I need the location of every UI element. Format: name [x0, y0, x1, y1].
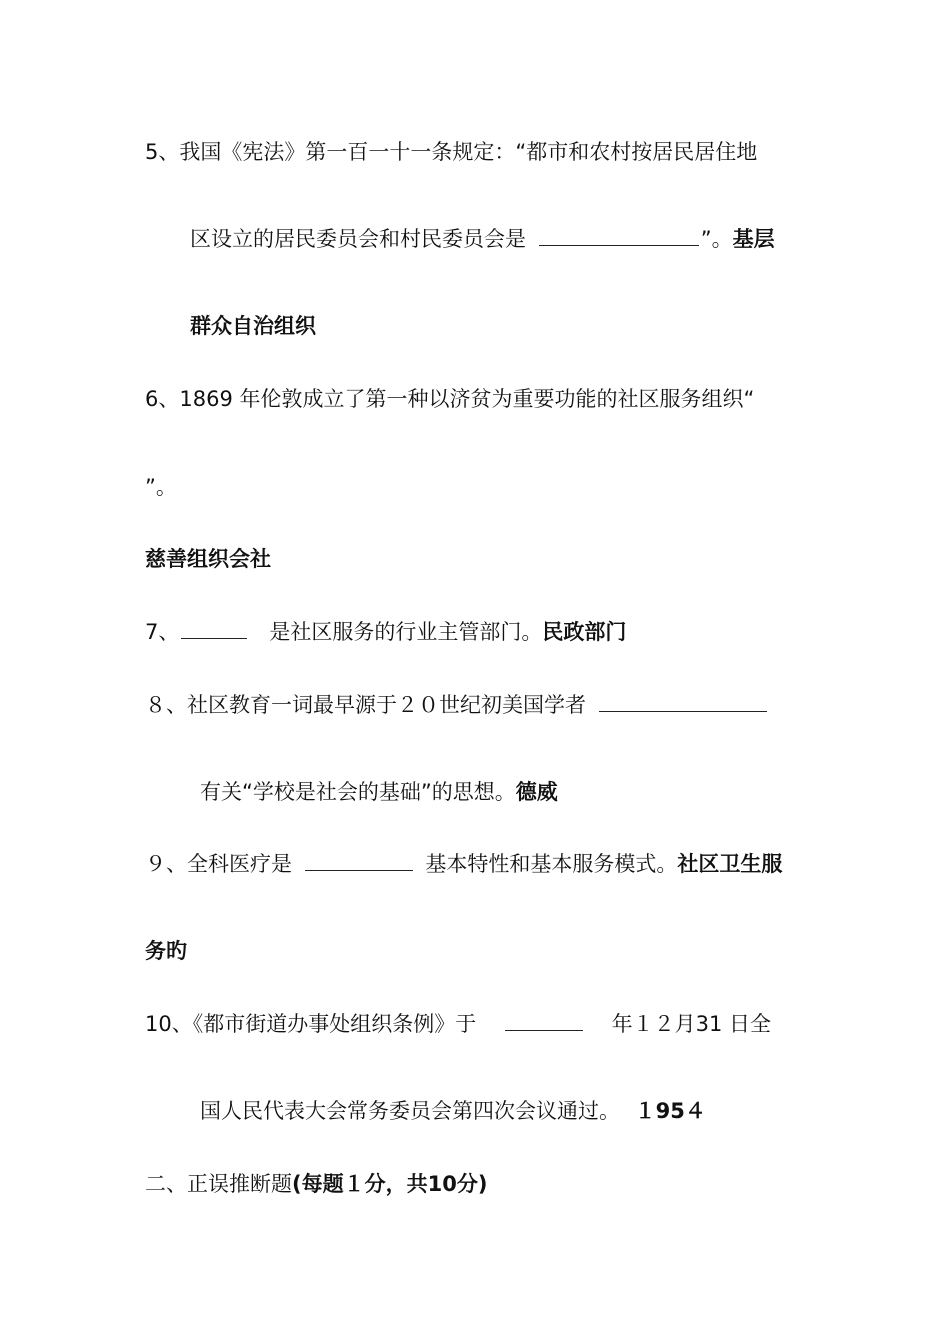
section2-heading — [145, 1169, 487, 1199]
q7-number: 7、 — [145, 620, 180, 644]
q10-line1 — [145, 1009, 771, 1039]
section2-title: 二、正误推断题 — [145, 1172, 292, 1196]
q8-line1-text: ８、社区教育一词最早源于２０世纪初美国学者 — [145, 693, 586, 717]
q7-line — [145, 617, 626, 647]
q10-pre: 10、《都市街道办事处组织条例》于 — [145, 1012, 477, 1036]
q8-line2-text: 有关“学校是社会的基础”的思想。 — [200, 780, 516, 804]
q7-answer: 民政部门 — [542, 620, 627, 644]
q10-answer: １95４ — [634, 1099, 706, 1123]
q8-answer-blank[interactable] — [599, 691, 767, 712]
q7-text: 是社区服务的行业主管部门。 — [269, 620, 543, 644]
q8-answer: 德威 — [515, 780, 558, 804]
q6-answer: 慈善组织会社 — [145, 547, 271, 571]
q8-line1 — [145, 690, 767, 720]
q5-line2 — [190, 224, 775, 254]
q9-line1 — [145, 849, 782, 879]
q5-line2-text: 区设立的居民委员会和村民委员会是 — [190, 227, 526, 251]
q10-post: 年１２月31 日全 — [611, 1012, 772, 1036]
q9-answer-blank[interactable] — [305, 850, 413, 871]
q7-answer-blank[interactable] — [181, 618, 247, 639]
q9-post: 基本特性和基本服务模式。 — [425, 852, 678, 876]
q5-answer-part1: 基层 — [732, 227, 775, 251]
q10-answer-blank[interactable] — [505, 1010, 583, 1031]
q6-line1: 6、1869 年伦敦成立了第一种以济贫为重要功能的社区服务组织“ — [145, 387, 755, 411]
q9-pre: ９、全科医疗是 — [145, 852, 292, 876]
section2-note: (每题１分，共10分) — [292, 1172, 488, 1196]
q5-answer-part2: 群众自治组织 — [190, 314, 316, 338]
q10-line2 — [200, 1096, 706, 1126]
q5-answer-blank[interactable] — [539, 225, 699, 246]
q9-answer-part1: 社区卫生服 — [677, 852, 783, 876]
q9-answer-part2: 务旳 — [145, 939, 187, 963]
q8-line2 — [200, 777, 558, 807]
q5-line2-close: ”。 — [700, 227, 733, 251]
q5-line1: 5、我国《宪法》第一百一十一条规定：“都市和农村按居民居住地 — [145, 140, 758, 164]
q6-line2: ”。 — [145, 475, 177, 499]
q10-line2-text: 国人民代表大会常务委员会第四次会议通过。 — [200, 1099, 620, 1123]
